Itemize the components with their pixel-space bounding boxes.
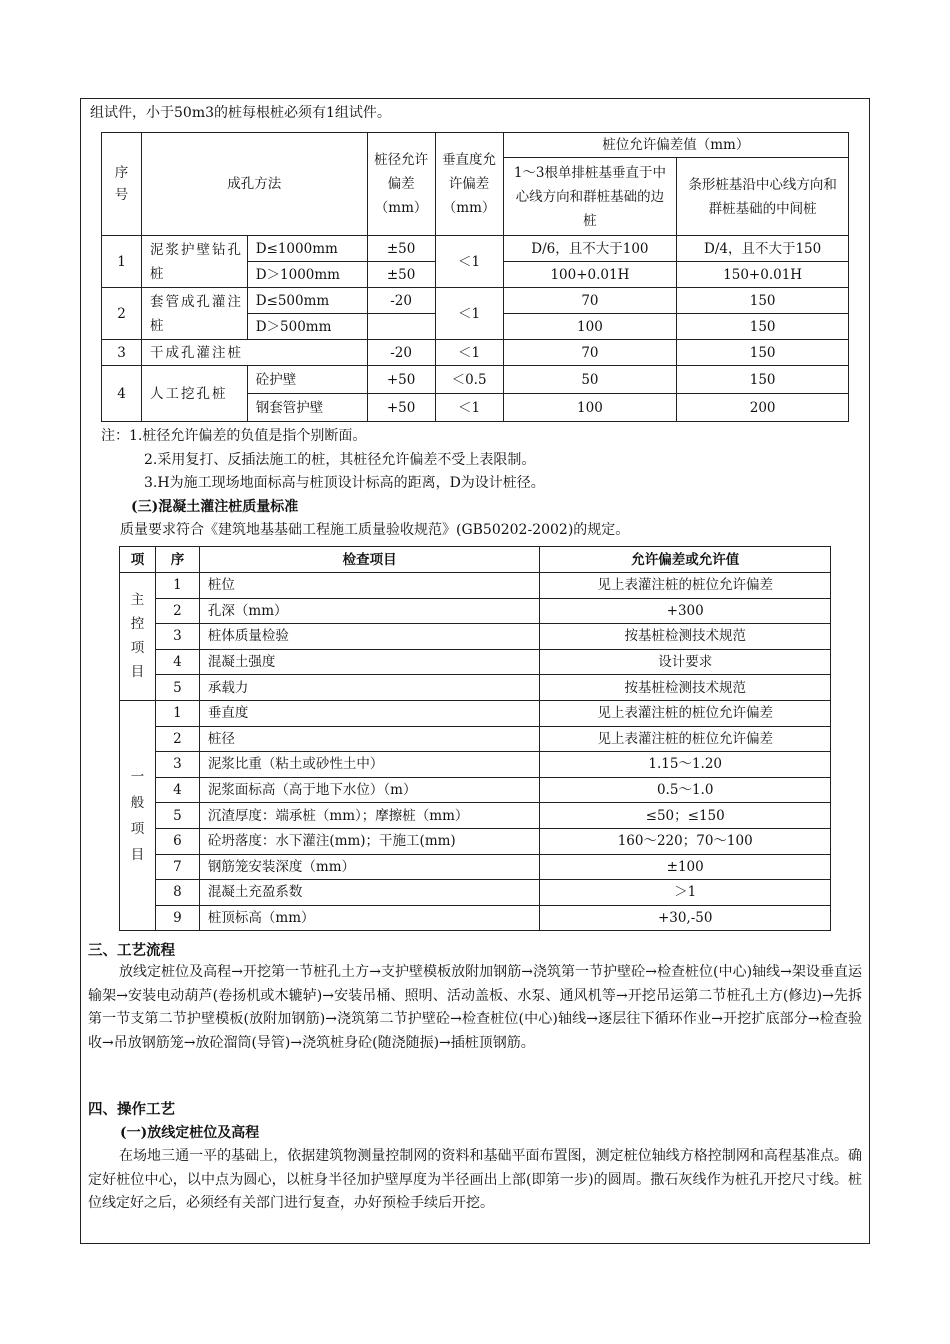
row2-no: 2 xyxy=(102,288,142,340)
main-row-no: 5 xyxy=(155,675,199,701)
row2-b1: 150 xyxy=(677,288,849,314)
general-row-value: 0.5～1.0 xyxy=(540,777,831,803)
general-row-item: 泥浆面标高（高于地下水位）（m） xyxy=(199,777,539,803)
row3-b: 150 xyxy=(677,340,849,366)
sub1-text: 在场地三通一平的基础上，依据建筑物测量控制网的资料和基础平面布置图，测定桩位轴线方格控制网和高程基准点。确定好桩位中心，以中点为圆心，以桩身半径加护壁厚度为半径画出上部(即第一步)的圆周。撒石灰线作为桩孔开挖尺寸线。桩位线定好之后，必须经有关部门进行复查，办好预检手续后开挖。 xyxy=(88,1148,862,1211)
row4-vert1: ＜0.5 xyxy=(435,366,503,394)
heading-operation: 四、操作工艺 xyxy=(88,1101,175,1118)
row1-b1: D/4，且不大于150 xyxy=(677,236,849,262)
row4-sub1: 砼护壁 xyxy=(247,366,367,394)
sub1-title: (一)放线定桩位及高程 xyxy=(120,1125,260,1141)
note-2: 2.采用复打、反插法施工的桩，其桩径允许偏差不受上表限制。 xyxy=(144,452,536,468)
quality-standard-table xyxy=(119,546,831,931)
t2-header-seq: 序 xyxy=(155,547,199,573)
intro-line: 组试件，小于50m3的桩每根桩必须有1组试件。 xyxy=(90,105,391,121)
row2-dia2 xyxy=(367,314,435,340)
row3-vert: ＜1 xyxy=(435,340,503,366)
row2-method: 套管成孔灌注桩 xyxy=(141,288,247,340)
general-row-item: 混凝土充盈系数 xyxy=(199,880,539,906)
row1-sub2: D＞1000mm xyxy=(247,262,367,288)
row2-a2: 100 xyxy=(503,314,677,340)
main-row-item: 桩位 xyxy=(199,573,539,599)
row1-a1: D/6，且不大于100 xyxy=(503,236,677,262)
general-row-value: 见上表灌注桩的桩位允许偏差 xyxy=(540,726,831,752)
row1-method: 泥浆护壁钻孔桩 xyxy=(141,236,247,288)
row2-dia1: -20 xyxy=(367,288,435,314)
general-row-item: 砼坍落度：水下灌注(mm)；干施工(mm) xyxy=(199,828,539,854)
main-row-no: 2 xyxy=(155,598,199,624)
row1-dia1: ±50 xyxy=(367,236,435,262)
row3-a: 70 xyxy=(503,340,677,366)
row4-dia1: +50 xyxy=(367,366,435,394)
general-row-no: 5 xyxy=(155,803,199,829)
t2-header-item: 项 xyxy=(120,547,156,573)
general-row-item: 垂直度 xyxy=(199,700,539,726)
t2-header-check: 检查项目 xyxy=(199,547,539,573)
row3-dia: -20 xyxy=(367,340,435,366)
main-row-value: 见上表灌注桩的桩位允许偏差 xyxy=(540,573,831,599)
general-row-no: 9 xyxy=(155,905,199,931)
general-row-value: ≤50；≤150 xyxy=(540,803,831,829)
main-row-item: 桩体质量检验 xyxy=(199,624,539,650)
row4-a1: 50 xyxy=(503,366,677,394)
general-row-item: 桩顶标高（mm） xyxy=(199,905,539,931)
main-row-item: 承载力 xyxy=(199,675,539,701)
row1-vert: ＜1 xyxy=(435,236,503,288)
main-row-value: +300 xyxy=(540,598,831,624)
header-position-b: 条形桩基沿中心线方向和群桩基础的中间桩 xyxy=(677,158,849,236)
header-diameter: 桩径允许偏差（mm） xyxy=(367,133,435,236)
note-1: 注：1.桩径允许偏差的负值是指个别断面。 xyxy=(101,428,367,444)
row1-sub1: D≤1000mm xyxy=(247,236,367,262)
process-flow-text: 放线定桩位及高程→开挖第一节桩孔土方→支护壁模板放附加钢筋→浇筑第一节护壁砼→检查桩位(中心)轴线→架设垂直运输架→安装电动葫芦(卷扬机或木辘轳)→安装吊桶、照明、活动盖板、水泵、通风机等→开挖吊运第二节桩孔土方(修边)→先拆第一节支第二节护壁模板(放附加钢筋)→浇筑第二节护壁砼→检查桩位(中心)轴线→逐层往下循环作业→开挖扩底部分→检查验收→吊放钢筋笼→放砼溜筒(导管)→浇筑桩身砼(随浇随振)→插桩顶钢筋。 xyxy=(88,964,862,1051)
general-row-no: 8 xyxy=(155,880,199,906)
general-row-item: 沉渣厚度：端承桩（mm）；摩擦桩（mm） xyxy=(199,803,539,829)
main-row-value: 按基桩检测技术规范 xyxy=(540,675,831,701)
row3-method: 干成孔灌注桩 xyxy=(141,340,367,366)
general-row-item: 泥浆比重（粘土或砂性土中） xyxy=(199,752,539,778)
row2-sub1: D≤500mm xyxy=(247,288,367,314)
row1-b2: 150+0.01H xyxy=(677,262,849,288)
general-row-no: 7 xyxy=(155,854,199,880)
row4-dia2: +50 xyxy=(367,394,435,422)
row1-no: 1 xyxy=(102,236,142,288)
header-seq: 序号 xyxy=(102,133,142,236)
row2-a1: 70 xyxy=(503,288,677,314)
section3-title: (三)混凝土灌注桩质量标准 xyxy=(131,499,299,515)
main-row-no: 4 xyxy=(155,649,199,675)
group-main: 主控项目 xyxy=(120,573,156,701)
t2-header-allow: 允许偏差或允许值 xyxy=(540,547,831,573)
general-row-value: ＞1 xyxy=(540,880,831,906)
main-row-no: 1 xyxy=(155,573,199,599)
section3-text: 质量要求符合《建筑地基基础工程施工质量验收规范》(GB50202-2002)的规定。 xyxy=(120,522,630,538)
general-row-value: +30,-50 xyxy=(540,905,831,931)
header-position-a: 1～3根单排桩基垂直于中心线方向和群桩基础的边桩 xyxy=(503,158,677,236)
row4-a2: 100 xyxy=(503,394,677,422)
row1-a2: 100+0.01H xyxy=(503,262,677,288)
header-position: 桩位允许偏差值（mm） xyxy=(503,133,848,158)
general-row-item: 桩径 xyxy=(199,726,539,752)
main-row-item: 孔深（mm） xyxy=(199,598,539,624)
general-row-no: 1 xyxy=(155,700,199,726)
general-row-no: 4 xyxy=(155,777,199,803)
header-method: 成孔方法 xyxy=(141,133,367,236)
row4-sub2: 钢套管护壁 xyxy=(247,394,367,422)
general-row-no: 3 xyxy=(155,752,199,778)
heading-process: 三、工艺流程 xyxy=(88,942,175,959)
general-row-no: 6 xyxy=(155,828,199,854)
row4-vert2: ＜1 xyxy=(435,394,503,422)
pile-deviation-table xyxy=(101,132,849,422)
row2-b2: 150 xyxy=(677,314,849,340)
general-row-item: 钢筋笼安装深度（mm） xyxy=(199,854,539,880)
row4-b1: 150 xyxy=(677,366,849,394)
header-verticality: 垂直度允许偏差（mm） xyxy=(435,133,503,236)
row4-b2: 200 xyxy=(677,394,849,422)
row2-vert: ＜1 xyxy=(435,288,503,340)
main-row-value: 设计要求 xyxy=(540,649,831,675)
row4-no: 4 xyxy=(102,366,142,422)
row4-method: 人工挖孔桩 xyxy=(141,366,247,422)
note-3: 3.H为施工现场地面标高与桩顶设计标高的距离，D为设计桩径。 xyxy=(144,475,545,491)
general-row-value: 160～220；70～100 xyxy=(540,828,831,854)
group-general: 一般项目 xyxy=(120,700,156,930)
row3-no: 3 xyxy=(102,340,142,366)
general-row-value: 1.15～1.20 xyxy=(540,752,831,778)
general-row-value: 见上表灌注桩的桩位允许偏差 xyxy=(540,700,831,726)
main-row-item: 混凝土强度 xyxy=(199,649,539,675)
row2-sub2: D＞500mm xyxy=(247,314,367,340)
general-row-no: 2 xyxy=(155,726,199,752)
main-row-no: 3 xyxy=(155,624,199,650)
main-row-value: 按基桩检测技术规范 xyxy=(540,624,831,650)
general-row-value: ±100 xyxy=(540,854,831,880)
row1-dia2: ±50 xyxy=(367,262,435,288)
